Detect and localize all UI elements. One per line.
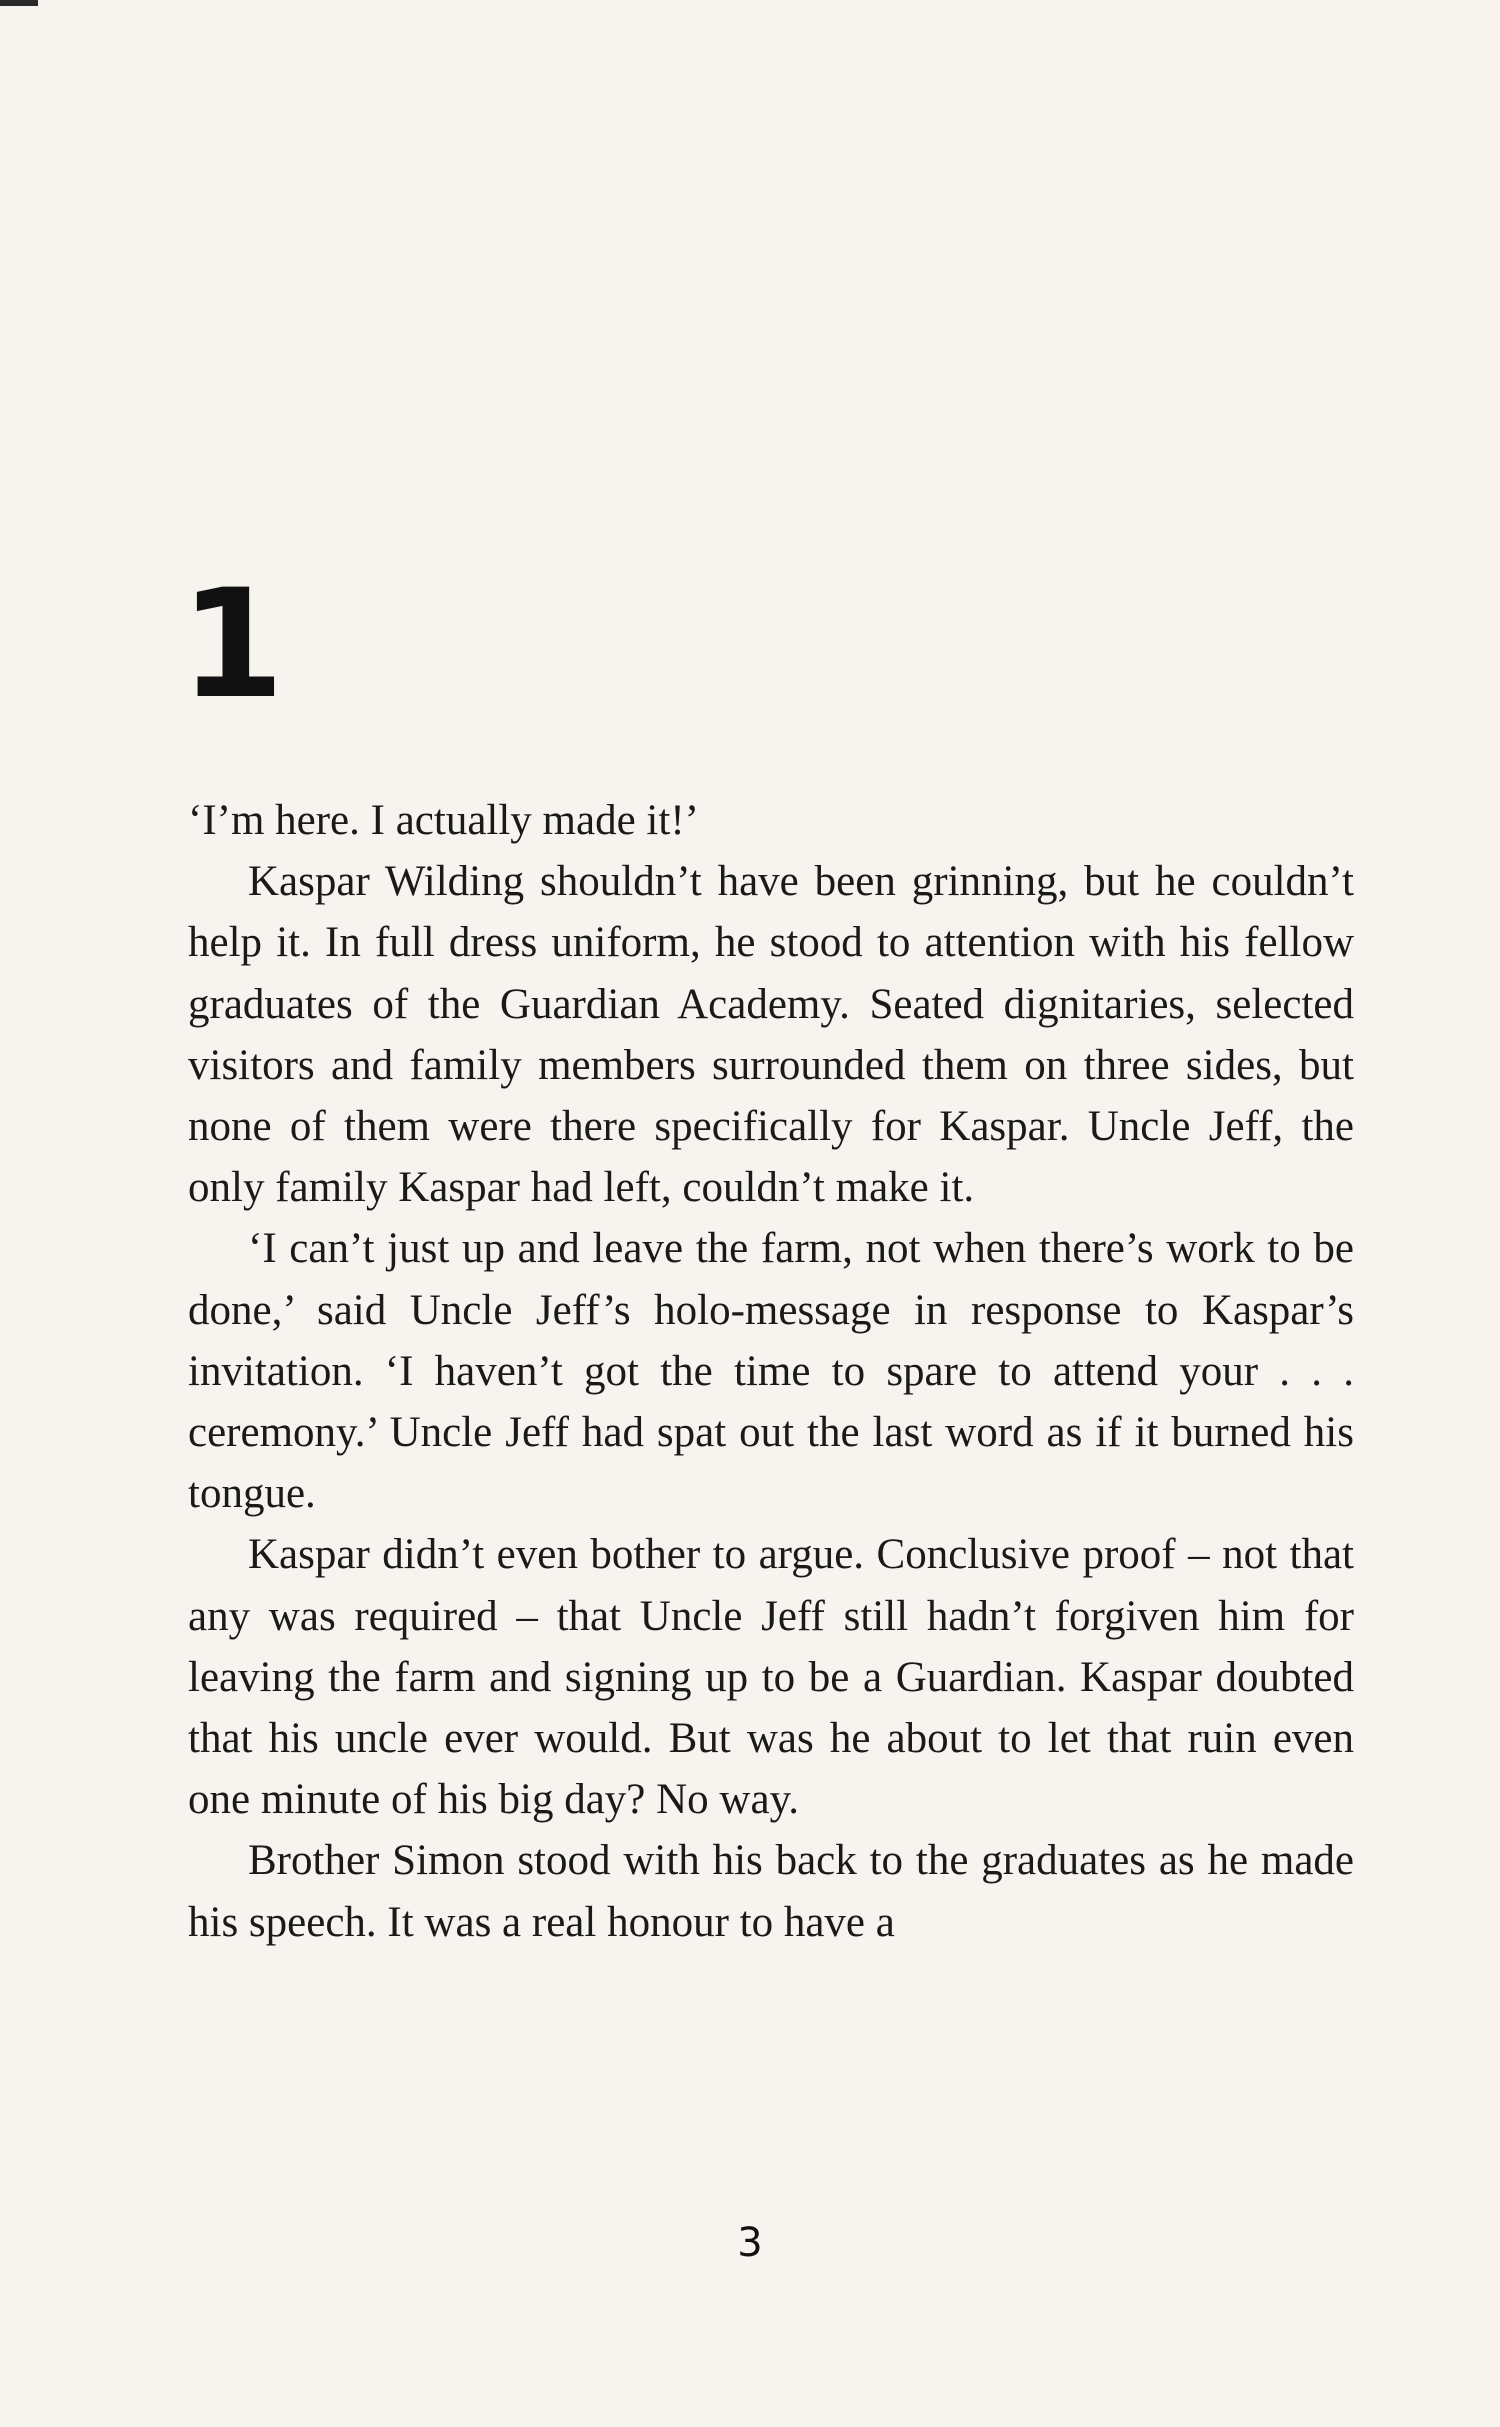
paragraph: ‘I can’t just up and leave the farm, not when there’s work to be done,’ said Uncle Jeff’s holo-message in response to Kaspar’s invitation. ‘I haven’t got the time to spare to attend your . . . ceremony.’ Uncle Jeff had spat out the last word as if it burned his tongue. [188,1225,1354,1518]
paragraph: Kaspar didn’t even bother to argue. Conclusive proof – not that any was required – that Uncle Jeff still hadn’t forgiven him for leaving the farm and signing up to be a Guardian. Kaspar doubted that his uncle ever would. But was he about to let that ruin even one minute of his big day? No way. [188,1531,1354,1824]
corner-mark [0,0,38,6]
page-number: 3 [737,2220,763,2266]
paragraph: ‘I’m here. I actually made it!’ [188,797,699,844]
paragraph: Kaspar Wilding shouldn’t have been grinning, but he couldn’t help it. In full dress uniform, he stood to attention with his fellow graduates of the Guardian Academy. Seated dignitaries, selected visitors and family members surrounded them on three sides, but none of them were there specifically for Kaspar. Uncle Jeff, the only family Kaspar had left, couldn’t make it. [188,858,1354,1212]
paragraph: Brother Simon stood with his back to the graduates as he made his speech. It was a real honour to have a [188,1837,1354,1946]
chapter-body [188,790,1354,1953]
chapter-number: 1 [180,558,285,732]
